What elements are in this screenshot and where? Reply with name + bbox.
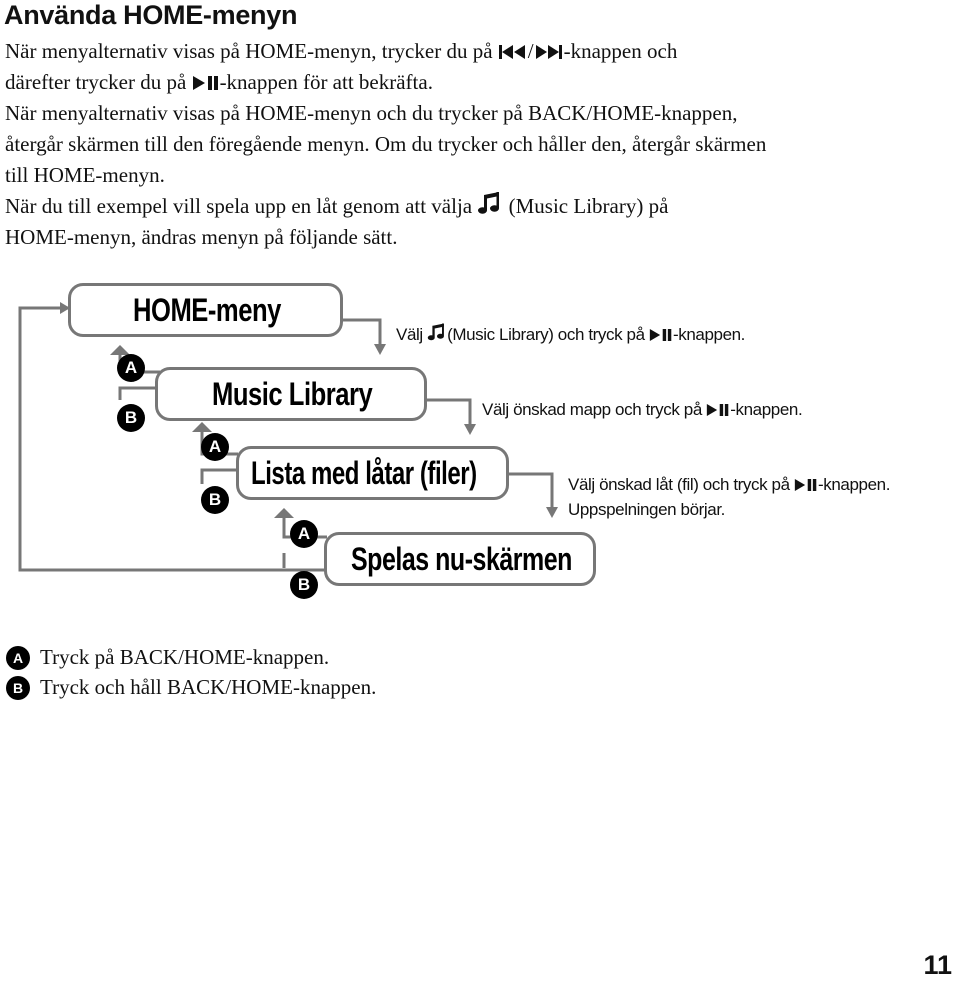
music-library-box [155, 367, 427, 421]
legend-a-text: Tryck på BACK/HOME-knappen. [40, 645, 330, 669]
legend-badge-a: A [6, 646, 30, 670]
song-list-box [236, 446, 509, 500]
intro-p1-a: När menyalternativ visas på HOME-menyn, trycker du på [5, 39, 493, 63]
instruction-1 [396, 322, 745, 347]
instruction-1-b: (Music Library) och tryck på [447, 325, 645, 344]
legend-b [6, 675, 376, 700]
play-pause-icon [649, 327, 673, 347]
music-library-label: Music Library [212, 375, 373, 412]
page-heading: Använda HOME-menyn [4, 0, 298, 30]
badge-a: A [290, 520, 318, 548]
play-pause-icon [706, 402, 730, 422]
intro-p1-d: -knappen för att bekräfta. [219, 70, 433, 94]
legend-b-text: Tryck och håll BACK/HOME-knappen. [40, 675, 377, 699]
music-note-icon [427, 322, 447, 347]
badge-a: A [117, 354, 145, 382]
instruction-3-line-2: Uppspelningen börjar. [568, 500, 725, 519]
instruction-1-c: -knappen. [672, 325, 745, 344]
home-menu-label: HOME-meny [133, 291, 281, 328]
intro-p1-c: därefter trycker du på [5, 70, 187, 94]
intro-line-3: När menyalternativ visas på HOME-menyn och du trycker på BACK/HOME-knappen, [5, 101, 738, 125]
intro-line-5: till HOME-menyn. [5, 163, 165, 187]
badge-b: B [201, 486, 229, 514]
legend-a [6, 645, 329, 670]
instruction-1-a: Välj [396, 325, 423, 344]
intro-line-7: HOME-menyn, ändras menyn på följande sätt. [5, 225, 398, 249]
play-pause-icon [794, 477, 818, 497]
instruction-2 [482, 400, 802, 422]
intro-line-4: återgår skärmen till den föregående menyn. Om du trycker och håller den, återgår skärmen [5, 132, 767, 156]
slash: / [527, 39, 534, 63]
instruction-2-a: Välj önskad mapp och tryck på [482, 400, 702, 419]
song-list-label: Lista med låtar (filer) [251, 454, 477, 491]
page-number: 11 [923, 950, 952, 980]
intro-p3-b: (Music Library) på [508, 194, 669, 218]
badge-b: B [290, 571, 318, 599]
intro-p1-b: -knappen och [563, 39, 678, 63]
instruction-2-b: -knappen. [730, 400, 803, 419]
now-playing-label: Spelas nu-skärmen [351, 540, 572, 577]
badge-a: A [201, 433, 229, 461]
now-playing-box [324, 532, 596, 586]
home-menu-box [68, 283, 343, 337]
badge-b: B [117, 404, 145, 432]
instruction-3 [568, 475, 890, 497]
legend-badge-b: B [6, 676, 30, 700]
instruction-3-a: Välj önskad låt (fil) och tryck på [568, 475, 790, 494]
instruction-3-b: -knappen. [818, 475, 891, 494]
intro-p3-a: När du till exempel vill spela upp en låt genom att välja [5, 194, 473, 218]
